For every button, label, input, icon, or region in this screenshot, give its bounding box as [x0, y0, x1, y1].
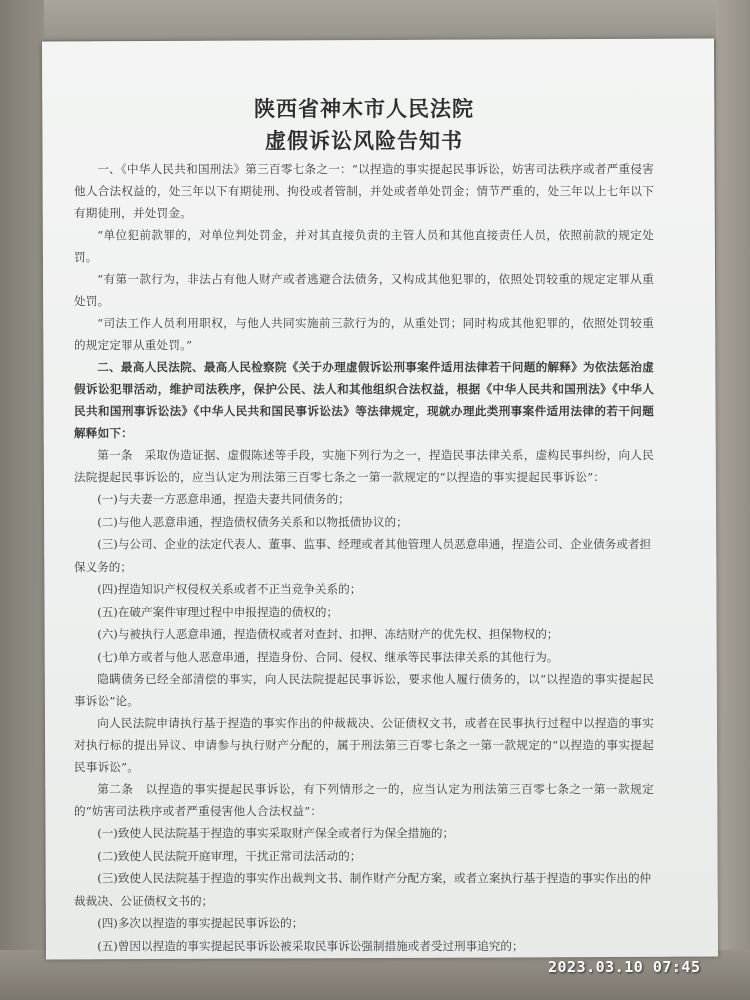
list-item: (六)与被执行人恶意串通，捏造债权或者对查封、扣押、冻结财产的优先权、担保物权的； [97, 627, 559, 641]
list-item: (四)多次以捏造的事实提起民事诉讼的； [97, 916, 304, 930]
list-item: (三)与公司、企业的法定代表人、董事、监事、经理或者其他管理人员恶意串通，捏造公司、企业债务或者担保义务的； [74, 537, 652, 574]
document-content [74, 50, 654, 957]
article-1-list [74, 488, 654, 668]
paragraph-enforcement: 向人民法院申请执行基于捏造的事实作出的仲裁裁决、公证债权文书，或者在民事执行过程中以捏造的事实对执行标的提出异议、申请参与执行财产分配的，属于刑法第三百零七条之一第一款规定的“以捏造的事实提起民事诉讼”。 [74, 716, 654, 774]
paragraph-concealed-debt: 隐瞒债务已经全部清偿的事实，向人民法院提起民事诉讼，要求他人履行债务的，以“以捏造的事实提起民事诉讼”论。 [74, 672, 654, 708]
list-item: (五)曾因以捏造的事实提起民事诉讼被采取民事诉讼强制措施或者受过刑事追究的； [97, 938, 524, 953]
list-item: (三)致使人民法院基于捏造的事实作出裁判文书、制作财产分配方案，或者立案执行基于捏造的事实作出的仲裁裁决、公证债权文书的； [74, 871, 652, 908]
paragraph-judicial-staff: “司法工作人员利用职权，与他人共同实施前三款行为的，从重处罚；同时构成其他犯罪的，依照处罚较重的规定定罪从重处罚。” [74, 316, 654, 352]
notice-title: 虚假诉讼风险告知书 [265, 128, 463, 153]
paragraph-interpretation: 二、最高人民法院、最高人民检察院《关于办理虚假诉讼刑事案件适用法律若干问题的解释》为依法惩治虚假诉讼犯罪活动，维护司法秩序，保护公民、法人和其他组织合法权益，根据《中华人民共和国刑法》《中华人民共和国刑事诉讼法》《中华人民共和国民事诉讼法》等法律规定，现就办理此类刑事案件适用法律的若干问题解释如下： [74, 360, 654, 440]
paragraph-article-1: 第一条 采取伪造证据、虚假陈述等手段，实施下列行为之一，捏造民事法律关系，虚构民事纠纷，向人民法院提起民事诉讼的，应当认定为刑法第三百零七条之一第一款规定的“以捏造的事实提起民事诉讼”： [74, 448, 654, 484]
list-item: (二)与他人恶意串通，捏造债权债务关系和以物抵债协议的； [97, 514, 408, 529]
list-item: (一)与夫妻一方恶意串通，捏造夫妻共同债务的； [97, 492, 350, 506]
article-2-list [74, 822, 654, 957]
list-item: (七)单方或者与他人恶意串通，捏造身份、合同、侵权、继承等民事法律关系的其他行为。 [97, 649, 559, 664]
background-top [0, 0, 750, 40]
list-item: (四)捏造知识产权侵权关系或者不正当竞争关系的； [97, 582, 362, 596]
background-right [716, 0, 750, 1000]
paragraph-unit-crime: “单位犯前款罪的，对单位判处罚金，并对其直接负责的主管人员和其他直接责任人员，依照前款的规定处罚。 [74, 228, 654, 264]
paragraph-criminal-law: 一、《中华人民共和国刑法》第三百零七条之一：“以捏造的事实提起民事诉讼，妨害司法秩序或者严重侵害他人合法权益的，处三年以下有期徒刑、拘役或者管制，并处或者单处罚金；情节严重的，处三年以上七年以下有期徒刑，并处罚金。 [74, 162, 654, 220]
list-item: (一)致使人民法院基于捏造的事实采取财产保全或者行为保全措施的； [97, 826, 455, 840]
list-item: (二)致使人民法院开庭审理，干扰正常司法活动的； [97, 848, 362, 863]
photo-timestamp: 2023.03.10 07:45 [548, 958, 701, 976]
background-left [0, 0, 44, 1000]
list-item: (五)在破产案件审理过程中申报捏造的债权的； [97, 604, 339, 619]
court-name-title: 陕西省神木市人民法院 [254, 96, 474, 121]
paragraph-article-2: 第二条 以捏造的事实提起民事诉讼，有下列情形之一的，应当认定为刑法第三百零七条之一第一款规定的“妨害司法秩序或者严重侵害他人合法权益”： [74, 782, 654, 818]
paragraph-illegal-possession: “有第一款行为，非法占有他人财产或者逃避合法债务，又构成其他犯罪的，依照处罚较重的规定定罪从重处罚。 [74, 272, 654, 308]
